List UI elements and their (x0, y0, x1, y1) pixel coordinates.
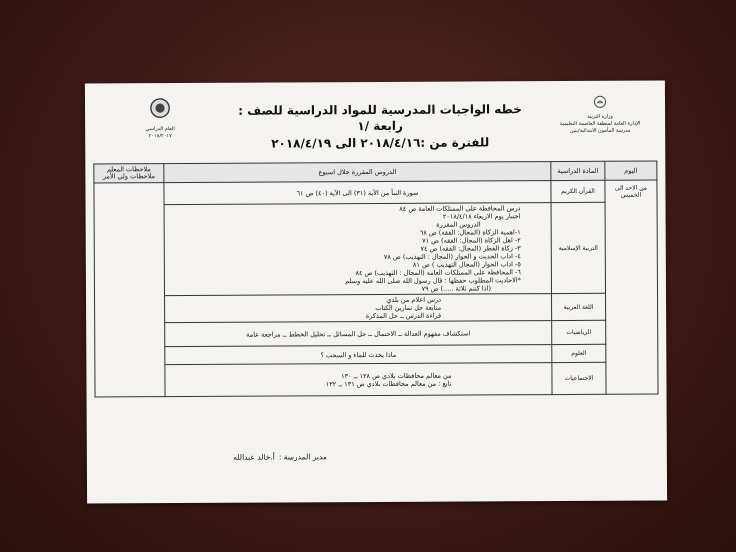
lessons-arabic (165, 294, 552, 323)
ministry-line-1: وزارة التربية (587, 113, 613, 120)
lesson-line: (اذا كنتم ثلاثة .....) ص ٧٩ (421, 284, 492, 293)
lesson-line: الدروس المقررة (436, 220, 481, 229)
header-day: اليوم (605, 161, 657, 180)
lesson-line: ٣- زكاة الفطر (المجال: الفقه) ص ٧٤ (420, 244, 521, 253)
period-dates: للفترة من :٢٠١٨/٤/١٦ الى ٢٠١٨/٤/١٩ (271, 135, 490, 151)
lessons-social (165, 363, 552, 397)
lesson-line: ٤- اداب الحديث و الحوار (المجال : التهذيب) ص ٧٨ (383, 252, 521, 261)
header-lessons: الدروس المقررة خلال اسبوع (164, 162, 551, 183)
school-year-label: العام الدراسي (145, 126, 175, 133)
ministry-logo-block (545, 95, 655, 136)
class-name: رابعة /١ (357, 118, 403, 134)
subject-arabic: اللغة العربية (552, 293, 606, 320)
lesson-line: ١-اهمية الزكاة (المجال: الفقه) ص ٦٨ (419, 228, 521, 237)
lessons-science (165, 345, 552, 365)
lesson-line: من معالم محافظات بلادي ص ١٢٨ ــ ١٣٠ (341, 371, 452, 380)
kuwait-emblem-icon (593, 95, 607, 109)
lesson-line: استكشاف مفهوم العدالة ــ الاحتمال ــ حل المسائل ــ تحليل الخطط ــ مراجعة عامة (246, 329, 471, 339)
principal-signature (229, 452, 327, 462)
header-subject: المادة الدراسية (551, 161, 605, 180)
header-notes (94, 164, 164, 183)
ministry-line-2: الإدارة العامة لمنطقة العاصمة التعليمية (559, 120, 641, 128)
subject-science: العلوم (552, 344, 606, 362)
lesson-line: ماذا يحدث للماء و السحب ؟ (320, 350, 397, 359)
principal-label: مدير المدرسة : (278, 452, 327, 462)
sheet-header (85, 80, 665, 165)
school-year: ٢٠١٨/٢٠١٧ (148, 133, 172, 140)
lesson-line: درس اعلام من بلدي (386, 295, 442, 304)
school-seal-icon (149, 97, 171, 119)
header-notes-teacher: ملاحظات المعلم (106, 165, 151, 174)
subject-quran: القرآن الكريم (551, 180, 605, 202)
subject-math: الرياضيات (552, 320, 606, 344)
subject-islamic: التربية الإسلامية (551, 202, 605, 293)
principal-name: أ.خالد عبدالله (233, 452, 275, 462)
subject-social: الاجتماعيات (552, 362, 606, 394)
lesson-line: قراءة الدرس ــ حل المذكرة (365, 311, 442, 321)
lessons-islamic (164, 203, 551, 296)
lesson-line: ٢- اهل الزكاة (المجال: الفقه) ص ٧١ (422, 236, 521, 245)
homework-plan-sheet (85, 80, 667, 503)
lesson-line: سورة النبأ من الآية (٣١) الى الآية (٤٠) ص ٦١ (296, 188, 419, 197)
lessons-quran (164, 181, 551, 205)
lesson-line: متابعة حل تمارين الكتاب (375, 303, 442, 313)
lesson-line: اختبار يوم الاربعاء ٢٠١٨/٤/١٨ (442, 212, 521, 221)
table-row (95, 293, 658, 323)
lesson-line: تابع : من معالم محافظات بلادي ص ١٣١ ــ ١٣٢ (325, 379, 452, 388)
notes-cell (94, 183, 165, 397)
homework-table (93, 161, 658, 398)
table-row (95, 362, 658, 397)
lesson-line: *الاحاديث المطلوب حفظها : قال رسول الله صلى الله عليه وسلم (345, 276, 521, 286)
table-row (94, 202, 657, 296)
header-notes-parent: ملاحظات ولي الأمر (102, 172, 155, 181)
plan-title: خطه الواجبات المدرسية للمواد الدراسية للصف : (238, 102, 522, 118)
school-logo-block (115, 97, 205, 140)
lesson-line: ٥- اداب الحوار (المجال التهذيب ) ص ٨١ (412, 260, 521, 269)
lessons-math (165, 321, 552, 347)
table-row (94, 180, 657, 205)
lesson-line: درس المحافظة على الممتلكات العامة ص ٨٤ (399, 204, 521, 213)
plan-title-block (225, 101, 535, 153)
lesson-line: ٦- المحافظة على الممتلكات العامه (المجال : التهذيب) ص ٨٤ (355, 268, 521, 278)
ministry-line-3: مدرسة المأمون الابتدائية/بنين (569, 127, 631, 134)
day-range: من الاحد الى الخميس (605, 180, 658, 394)
table-row (95, 320, 658, 347)
